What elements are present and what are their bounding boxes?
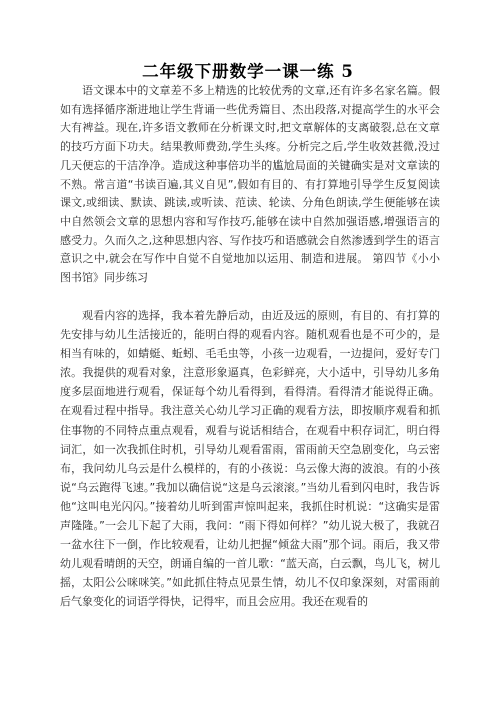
page-title: 二年级下册数学一课一练 5 — [142, 62, 354, 81]
paragraph-observation-teaching: 观看内容的选择，我本着先静后动，由近及远的原则，有目的、有打算的先安排与幼儿生活接近的，能明白得的观看内容。随机观看也是不可少的，是相当有味的，如蜻蜓、蚯蚓、毛毛虫等，小孩一边观看，一边提问，爱好专门浓。我提供的观看对象，注意形象逼真，色彩鲜亮，大小适中，引导幼儿多角度多层面地进行观看，保证每个幼儿看得到，看得清。看得清才能说得正确。在观看过程中指导。我注意关心幼儿学习正确的观看方法，即按顺序观看和抓住事物的不同特点重点观看，观看与说话相结合，在观看中积存词汇，明白得词汇，如一次我抓住时机，引导幼儿观看雷雨，雷雨前天空急剧变化，乌云密布，我问幼儿乌云是什么模样的，有的小孩说：乌云像大海的波浪。有的小孩说“乌云跑得飞速。”我加以确信说“这是乌云滚滚。”当幼儿看到闪电时，我告诉他“这叫电光闪闪。”接着幼儿听到雷声惊叫起来，我抓住时机说：“这确实是雷声隆隆。”一会儿下起了大雨，我问：“雨下得如何样？”幼儿说大极了，我就召一盆水往下一倒，作比较观看，让幼儿把握“倾盆大雨”那个词。雨后，我又带幼儿观看晴朗的天空，朗诵自编的一首儿歌：“蓝天高，白云飘，鸟儿飞，树儿摇，太阳公公咪咪笑。”如此抓住特点见景生情，幼儿不仅印象深刻，对雷雨前后气象变化的词语学得快，记得牢，而且会应用。我还在观看的 — [60, 309, 440, 609]
paragraph-reading-method: 语文课本中的文章差不多上精选的比较优秀的文章,还有许多名家名篇。假如有选择循序渐进地让学生背诵一些优秀篇目、杰出段落,对提高学生的水平会大有裨益。现在,许多语文教师在分析课文时,把文章解体的支离破裂,总在文章的技巧方面下功夫。结果教师费劲,学生头疼。分析完之后,学生收效甚微,没过几天便忘的干洁净净。造成这种事倍功半的尴尬局面的关键确实是对文章读的不熟。常言道“书读百遍,其义自见”,假如有目的、有打算地引导学生反复阅读课文,或细读、默读、跳读,或听读、范读、轮读、分角色朗读,学生便能够在读中自然领会文章的思想内容和写作技巧,能够在读中自然加强语感,增强语言的感受力。久而久之,这种思想内容、写作技巧和语感就会自然渗透到学生的语言意识之中,就会在写作中自觉不自觉地加以运用、制造和进展。 第四节《小小图书馆》同步练习 — [60, 84, 440, 285]
